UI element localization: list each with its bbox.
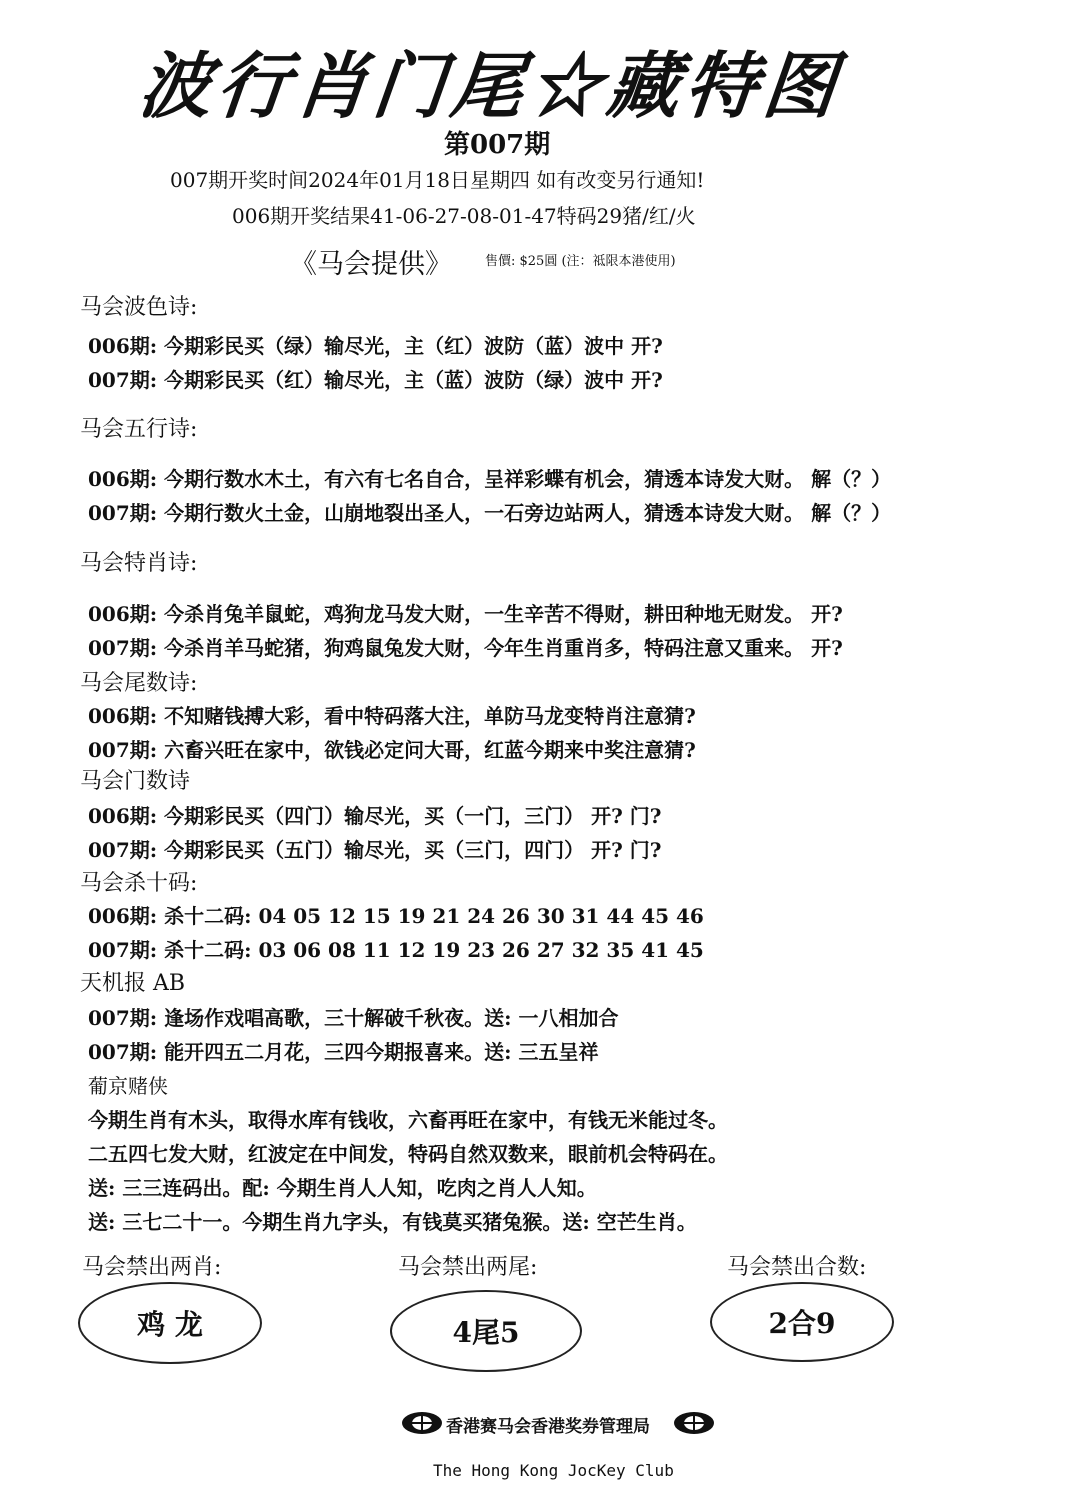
forbidden-tail-label: 马会禁出两尾: [398,1255,538,1280]
poem-line: 二五四七发大财，红波定在中间发，特码自然双数来，眼前机会特码在。 [88,1142,728,1166]
code-row: 006期: 杀十二码: 04 05 12 15 19 21 24 26 30 31 44 45 46 [88,904,704,928]
forbidden-sum-value: 2合9 [710,1282,894,1362]
section-heading: 马会尾数诗: [80,671,198,696]
poem-line: 送: 三三连码出。配: 今期生肖人人知，吃肉之肖人人知。 [88,1176,597,1200]
jockey-club-logo-icon [400,1410,444,1436]
section-heading: 马会门数诗 [80,769,191,794]
poem-row: 006期: 今期彩民买（四门）输尽光，买（一门，三门） 开? 门? [88,804,662,828]
section-heading: 马会特肖诗: [80,551,198,576]
poem-row: 007期: 逢场作戏唱高歌，三十解破千秋夜。送: 一八相加合 [88,1006,619,1030]
forbidden-sum-label: 马会禁出合数: [727,1255,867,1280]
footer-org-cn: 香港赛马会香港奖券管理局 [446,1417,650,1437]
poem-row: 006期: 今期彩民买（绿）输尽光，主（红）波防（蓝）波中 开? [88,334,663,358]
poem-row: 007期: 能开四五二月花，三四今期报喜来。送: 三五呈祥 [88,1040,599,1064]
section-heading: 马会杀十码: [80,871,198,896]
footer-org-en: The Hong Kong JocKey Club [433,1461,674,1480]
poem-row: 006期: 今期行数水木土，有六有七名自合，呈祥彩蝶有机会，猜透本诗发大财。 解（？） [88,467,892,491]
poem-line: 送: 三七二十一。今期生肖九字头，有钱莫买猪兔猴。送: 空芒生肖。 [88,1210,697,1234]
poem-row: 006期: 今杀肖兔羊鼠蛇，鸡狗龙马发大财，一生辛苦不得财，耕田种地无财发。 开? [88,602,843,626]
poem-row: 007期: 今期行数火土金，山崩地裂出圣人，一石旁边站两人，猜透本诗发大财。 解（？） [88,501,892,525]
price-note: 售價: $25圓 (注：祗限本港使用) [485,254,676,269]
section-heading: 葡京赌侠 [88,1074,168,1098]
page-title: 波行肖门尾☆藏特图 [134,43,846,128]
section-heading: 天机报 AB [80,971,186,996]
issue-number: 第007期 [444,130,551,160]
forbidden-zodiac-label: 马会禁出两肖: [82,1255,222,1280]
section-heading: 马会五行诗: [80,417,198,442]
poem-row: 006期: 不知赌钱搏大彩，看中特码落大注，单防马龙变特肖注意猜? [88,704,696,728]
poem-row: 007期: 今杀肖羊马蛇猪，狗鸡鼠兔发大财，今年生肖重肖多，特码注意又重来。 开? [88,636,843,660]
jockey-club-logo-icon [672,1410,716,1436]
section-heading: 马会波色诗: [80,295,198,320]
provider: 《马会提供》 [290,249,452,280]
forbidden-zodiac-value: 鸡 龙 [78,1282,262,1364]
code-row: 007期: 杀十二码: 03 06 08 11 12 19 23 26 27 32 35 41 45 [88,938,704,962]
forbidden-tail-value: 4尾5 [390,1290,582,1372]
poem-row: 007期: 今期彩民买（红）输尽光，主（蓝）波防（绿）波中 开? [88,368,663,392]
poem-line: 今期生肖有木头，取得水库有钱收，六畜再旺在家中，有钱无米能过冬。 [88,1108,728,1132]
poem-row: 007期: 六畜兴旺在家中，欲钱必定问大哥，红蓝今期来中奖注意猜? [88,738,696,762]
last-result: 006期开奖结果41-06-27-08-01-47特码29猪/红/火 [232,204,696,228]
poem-row: 007期: 今期彩民买（五门）输尽光，买（三门，四门） 开? 门? [88,838,662,862]
draw-time: 007期开奖时间2024年01月18日星期四 如有改变另行通知! [170,168,705,192]
